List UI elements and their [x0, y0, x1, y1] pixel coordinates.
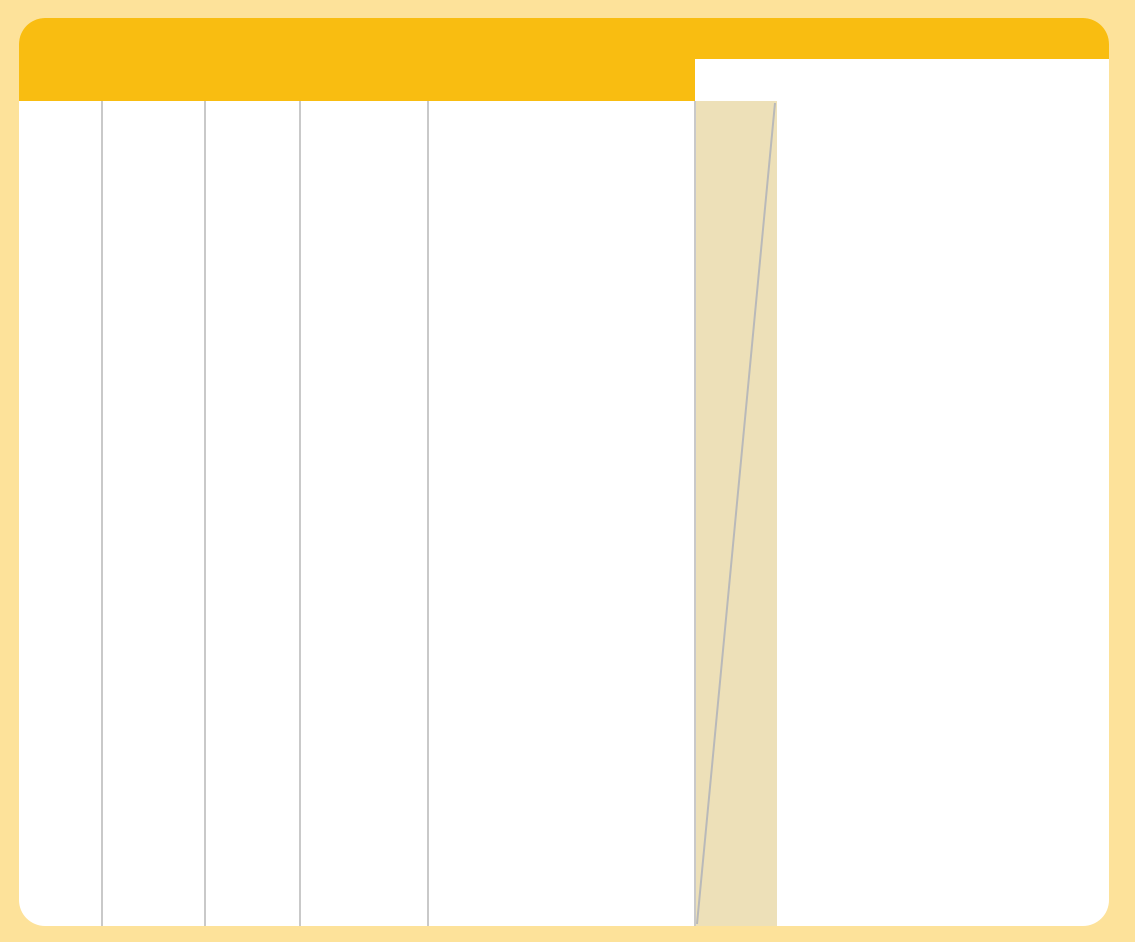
- price-grid-line: [1023, 101, 1026, 926]
- header-date: [102, 18, 205, 101]
- header-horaires: [205, 18, 300, 101]
- grid-line: [101, 101, 103, 926]
- header-code-session: [19, 18, 102, 101]
- category-a-header: [777, 59, 859, 101]
- grid-line: [299, 101, 301, 926]
- header-description: [428, 18, 695, 101]
- header-type-session: [300, 18, 428, 101]
- price-table-panel: [19, 18, 1109, 926]
- header-prix-par-categorie: [695, 18, 1109, 59]
- grid-line: [427, 101, 429, 926]
- category-c-header: [942, 59, 1025, 101]
- price-grid-line: [940, 101, 943, 926]
- first-column-diagonal: [695, 101, 777, 926]
- category-d-header: [1025, 59, 1109, 101]
- category-first-header: [695, 59, 777, 101]
- price-grid-line: [857, 101, 860, 926]
- category-b-header: [859, 59, 942, 101]
- grid-line: [204, 101, 206, 926]
- grid-line: [694, 101, 696, 926]
